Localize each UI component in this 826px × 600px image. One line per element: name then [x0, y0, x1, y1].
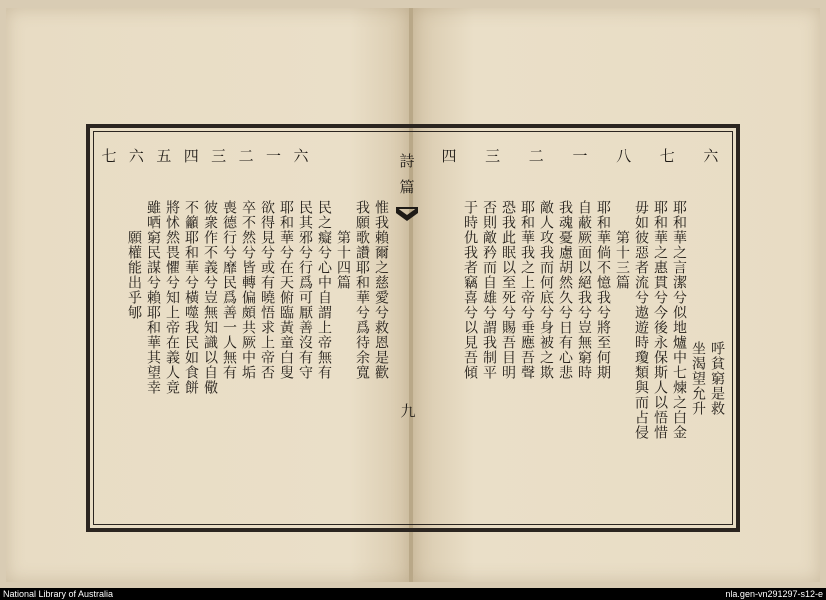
section-heading: 第十三篇: [614, 230, 630, 290]
text-column: 欲得見兮或有曉悟求上帝否: [259, 200, 275, 380]
line-number: 二: [238, 147, 254, 165]
book-title: [395, 148, 419, 200]
text-column: 敵人攻我而何底兮身被之欺: [538, 200, 554, 380]
line-number: 二: [528, 147, 544, 165]
line-number: 三: [211, 147, 227, 165]
line-number: 一: [266, 147, 282, 165]
line-number: 四: [441, 147, 457, 165]
line-number: 六: [293, 147, 309, 165]
item-identifier: nla.gen-vn291297-s12-e: [725, 589, 823, 599]
text-column: 我願歌讚耶和華兮爲待余寬: [354, 200, 370, 380]
attribution-bar: [0, 588, 826, 600]
text-column: 惟我賴爾之慈愛兮救恩是歡: [373, 200, 389, 380]
text-column: 毋如彼惡者流兮遨遊時瓊類與而占侵: [633, 200, 649, 440]
text-column: 恐我此眠以至死兮賜吾目明: [500, 200, 516, 380]
text-column: 喪德行兮靡民爲善一人無有: [221, 200, 237, 380]
line-number: 八: [616, 147, 632, 165]
text-column: 彼衆作不義兮豈無知識以自儆: [202, 200, 218, 395]
right-line-numbers: [440, 145, 720, 165]
line-number: 一: [572, 147, 588, 165]
text-column: 民之癡兮心中自謂上帝無有: [316, 200, 332, 380]
text-column: 耶和華之惠貫兮今後永保斯人以悟惜: [652, 200, 668, 440]
text-column: 卒不然兮皆轉偏頗共厥中垢: [240, 200, 256, 380]
line-number: 六: [128, 147, 144, 165]
left-line-numbers: [100, 145, 310, 165]
line-number: 六: [703, 147, 719, 165]
line-number: 七: [659, 147, 675, 165]
text-column: 耶和華兮在天俯臨黃童白叟: [278, 200, 294, 380]
text-column: 不籲耶和華兮橫噬我民如食餅: [183, 200, 199, 395]
text-column: 自蔽厥面以絕我兮豈無窮時: [576, 200, 592, 380]
library-credit: National Library of Australia: [3, 589, 114, 599]
page-number: 九: [400, 402, 416, 420]
text-column: 耶和華之言潔兮似地爐中七煉之白金: [671, 200, 687, 440]
section-heading: 第十四篇: [335, 230, 351, 290]
text-column: 願權能出乎郇: [126, 230, 142, 320]
text-column: 呼貧窮是救: [709, 341, 725, 416]
text-column: 否則敵矜而自雄兮謂我制平: [481, 200, 497, 380]
line-number: 三: [485, 147, 501, 165]
text-column: 我魂憂慮胡然久兮日有心悲: [557, 200, 573, 380]
line-number: 七: [101, 147, 117, 165]
text-column: 耶和華我之上帝兮垂應吾聲: [519, 200, 535, 380]
line-number: 五: [156, 147, 172, 165]
text-column: 民其邪兮行爲可厭善沒有守: [297, 200, 313, 380]
text-column: 將怵然畏懼兮知上帝在義人竟: [164, 200, 180, 395]
fishtail-ornament-icon: [396, 207, 418, 221]
title-char: 篇: [399, 178, 415, 196]
title-char: 詩: [399, 152, 415, 170]
text-column: 雖哂窮民謀兮賴耶和華其望幸: [145, 200, 161, 395]
text-column: 于時仇我者竊喜兮以見吾傾: [462, 200, 478, 380]
text-column: 耶和華倘不憶我兮將至何期: [595, 200, 611, 380]
line-number: 四: [183, 147, 199, 165]
text-column: 坐渴望允升: [690, 341, 706, 416]
